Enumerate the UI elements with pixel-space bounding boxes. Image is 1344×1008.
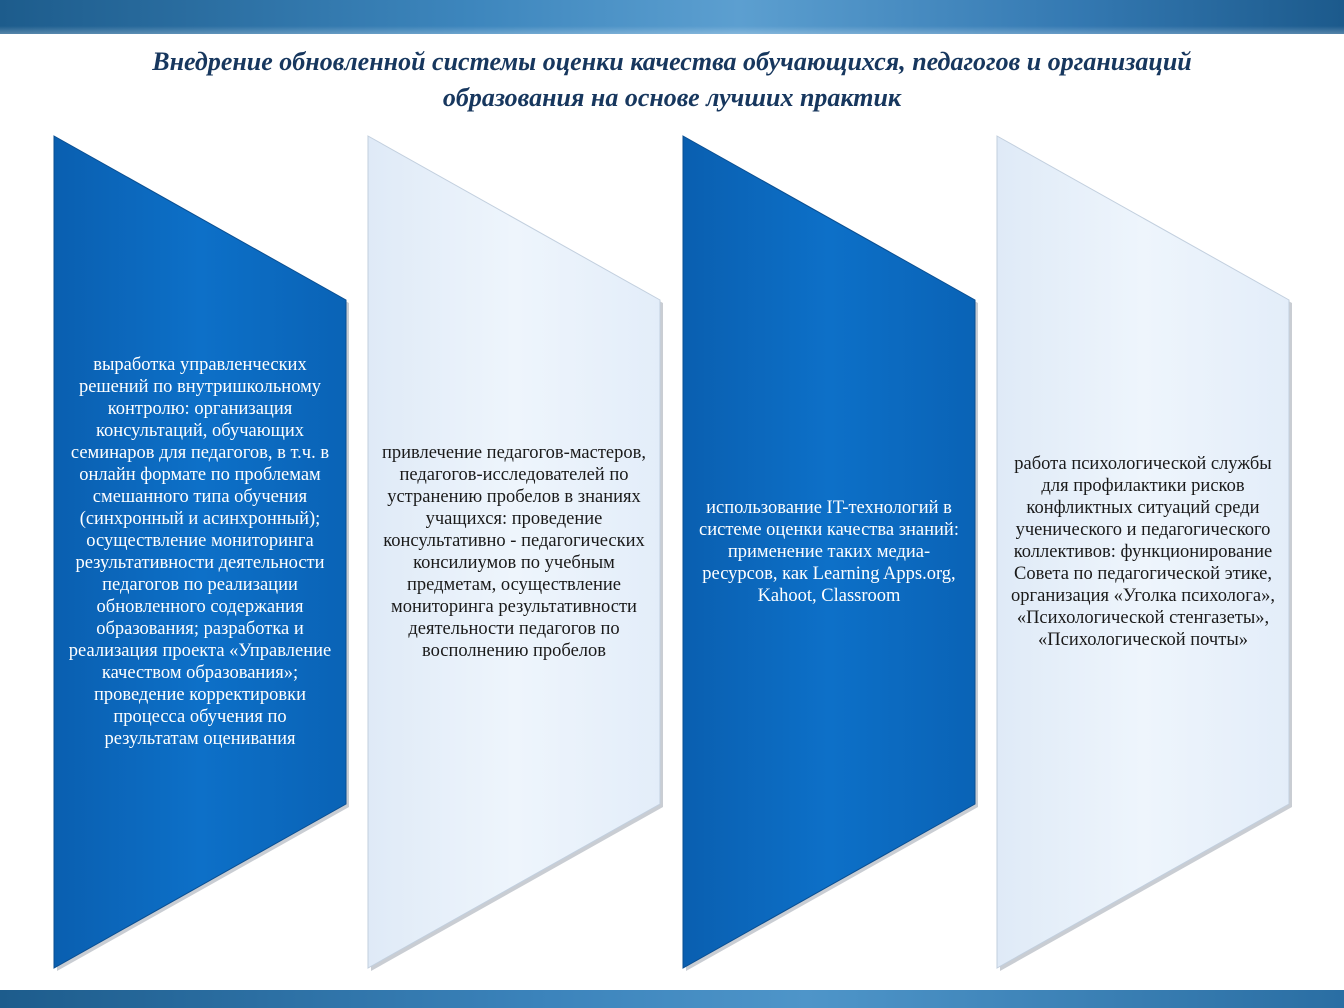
chevron-panel-3	[679, 132, 979, 972]
page-title	[40, 44, 1304, 116]
panel-text-1: выработка управленческих решений по внутришкольному контролю: организация консультаций, обучающих семинаров для педагогов, в т.ч. в онлайн формате по проблемам смешанного типа обучения (синхронный и асинхронный); осуществление мониторинга результативности деятельности педагогов по реализации обновленного содержания образования; разработка и реализация проекта «Управление качеством образования»; проведение корректировки процесса обучения по результатам оценивания	[68, 355, 332, 749]
panel-text-2: привлечение педагогов-мастеров, педагогов-исследователей по устранению пробелов в знаниях учащихся: проведение консультативно - педагогических консилиумов по учебным предметам, осуществление мониторинга результативности деятельности педагогов по восполнению пробелов	[382, 443, 646, 661]
top-decorative-bar	[0, 0, 1344, 34]
title-line-1: Внедрение обновленной системы оценки качества обучающихся, педагогов и организаций	[152, 47, 1192, 76]
title-line-2: образования на основе лучших практик	[442, 83, 902, 112]
panel-text-3: использование IT-технологий в системе оценки качества знаний: применение таких медиа-ресурсов, как Learning Apps.org, Kahoot, Classroom	[699, 498, 959, 606]
chevron-panel-1	[50, 132, 350, 972]
bottom-decorative-bar	[0, 990, 1344, 1008]
panel-text-4: работа психологической службы для профилактики рисков конфликтных ситуаций среди ученического и педагогического коллективов: функционирование Совета по педагогической этике, организация «Уголка психолога», «Психологической стенгазеты», «Психологической почты»	[1011, 454, 1275, 650]
chevron-panel-4	[993, 132, 1293, 972]
chevron-panel-2	[364, 132, 664, 972]
